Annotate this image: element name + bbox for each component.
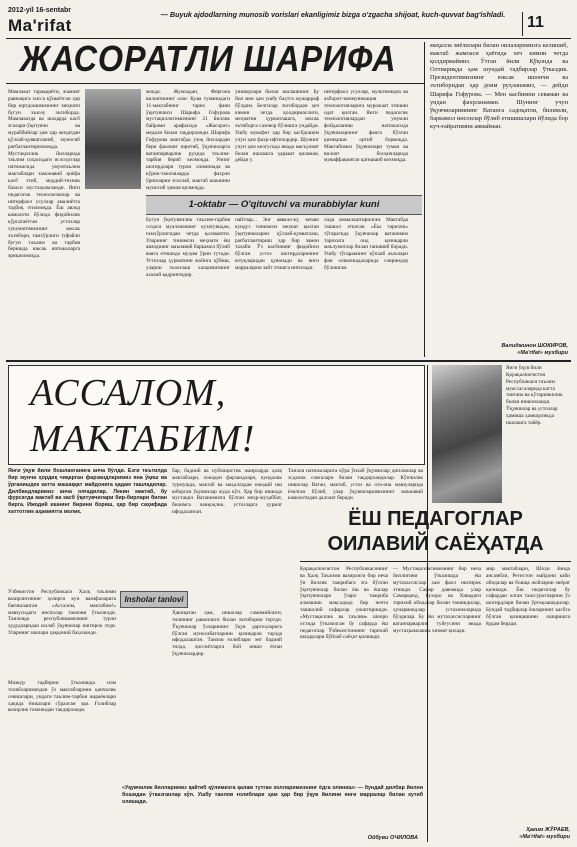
article1-column-7: пайтлар... Энг аввало-ку, кечаю кундуз тинимсиз меҳнат қилган ўқитувчиларни қўллаб-қувватлаш, рағбатлантириш ҳар бир замон талаби. Ўз касбининг фидойиси бўлган устоз шогирдларининг ютуқларидан қувонади ва янги марраларни забт этишга интилади.: [235, 217, 319, 271]
article2-column-2: бар, бадиий ва публицистик жанрларда ҳалқ мактаблари, хонадон фарзандлари, кундалик турмушда, мактаб ва маҳалладан ижодий иш юборган ўқувчилар жуда кўп. Ҳар бир иншода мустақил Ватанимизга бўлган меҳр-муҳаббат, билимга чанқоқлик, устозларга ҳурмат ифодаланган.: [172, 468, 282, 516]
article1-column-4: интерфаол усуллар, мультимедиа ва ахборот-коммуникация технологияларига мурожаат этишни одат қилган. Янги педагогик технологиялардан унумли фойдаланиш натижасида ўқувчиларнинг фанга бўлган қизиқиши ортиб бормоқда. Мактабимиз ўқувчилари туман ва вилоят босқичларида муваффақиятли қатнашиб келмоқда.: [324, 89, 408, 164]
article3-column-2: — Мустақиллигимизнинг бир неча йиллигини ўтказишда ёш мутахассислар хам фаол иштирок этишди. Сафар давомида улар Самарқанд, Бухоро ва Хивадаги тарихий обидалар билан танишдилар, ҳунармандлар устахоналарида бўлдилар. Бу ёш мутахассисларнинг ватанпарварлик туйғусини янада мустаҳкамлашга хизмат қилади.: [393, 566, 481, 634]
article3-headline-text: ЁШ ПЕДАГОГЛАР ОИЛАВИЙ САЁҲАТДА: [327, 508, 544, 555]
header-divider: [522, 12, 523, 36]
article1-column-6: Бугун ўқитувчилик таълим-тарбия соҳаси муаллимнинг кузатувидан, ғамхўрлигидан четда қолмаяпти. Уларнинг тинимсиз меҳнати ёш авлоднинг маънавий баркамол бўлиб вояга етишида муҳим ўрин тутади. Устозлар ҳурматини жойига қўйиш, уларни эъзозлаш халқимизнинг азалий қадриятидир.: [146, 217, 230, 278]
section-divider-1: [6, 360, 571, 362]
page-number: 11: [527, 14, 544, 31]
article2-signature: Ойбуви ОЧИЛОВА: [367, 835, 418, 841]
article1-signature: Валиджинон ШОКИРОВ, «Ма'rifat» мухбири: [501, 343, 568, 356]
article1-column-2: мокда. Жумладан, Фергона вилоятининг олис Қува туманидаги 11-мактабнинг тарих фани ўқитувчиси Шарифа Гофурова мустақиллигимизнинг 21 йиллик байрами арафасида «Жасорат» медали билан тақдирланди. Шарифа Гофурова мактабда узоқ йиллардан бери фаолият юритиб, ўқувчиларга ватанпарварлик руҳида таълим-тарбия бериб келмоқда. Унинг шогирдлари турли олимпиада ва кўрик-танловларда фахрли ўринларни эгаллаб, мактаб шаънини муносиб ҳимоя қилмоқда.: [146, 89, 230, 191]
photo-caption: Янги ўқув йили Қорақалпоғистон Республикаси таълим муассасаларида катта тантана ва кўтаринкилик билан нишонланди. Ўқувчилар ва устозлар ҳамиша ҳамкорликда ишлашга тайёр.: [506, 365, 563, 426]
article1-column-1: Мамлакат тараққиёти, жамият равнақига хисса қўшаётган ҳар бир юртдошимизнинг меҳнати бугун эъзозу эътиборда. Мамлакатда ва шаҳарда касб эгалари-ўқитувчи ва мураббийлар ҳам ҳар жиҳатдан қўллаб-қувватланиб, муносиб рағбатлантирилмоқда. Мустақиллик йилларида таълим соҳасидаги ислоҳотлар натижасида умумтаълим мактаблари замонавий қиёфа касб этиб, моддий-техник базаси мустаҳкамланди. Янги педагогик технологиялар ва интерфаол усуллар амалиётга тадбиқ этилмоқда. Ёш авлод камолоти йўлида фидойилик кўрсатаётган устозлар хукуматимизнинг юксак эътибори, ғамхўрлиги туфайли бугун таълим ва тарбия беришда юксак натижаларга эришилмоқда.: [8, 89, 80, 260]
article2-headline: АССАЛОМ, МАКТАБИМ!: [30, 372, 256, 460]
article2-lead: Янги ўқув йили бошланганига анча бўлди. Ёзги таътилда бир мунча ҳордиқ чиқарган фарзандларимиз яна ўқиш ва ўрганишдек катта машаққат майдонига қадам ташладилар. Дилбандларимиз анча олғадилар. Лекин мактаб, бу фурсатда мактаб ва касб ўқитувчилари бир-бирлари билан бирга. Ижодий ишнинг бирини бориш, ҳар бир саҳифада хаттотлик аҳамиятга молик.: [8, 468, 167, 516]
article2-column-5: Танлов натижаларига кўра ўнлаб ўқувчилар дипломлар ва эсдалик совғалари билан тақдирландилар. Кўпчилик иншолар Ватан, мактаб, устоз ва ота-она мавзуларида ёзилган бўлиб, улар ўқувчиларимизнинг маънавий камолотидан далолат беради.: [288, 468, 423, 502]
contest-rubric: [120, 591, 188, 608]
article1-column-8: сида оммалаштирилган. Мактабда ташкил этилган «Ёш тарихчи» тўгарагида ўқувчилар ватанимиз тарихига оид қизиқарли маълумотлар билан танишиб боради. Ушбу тўгаракнинг кўплаб аъзолари фан олимпиадаларида совриндор бўлишган.: [324, 217, 408, 271]
article2-column-4: Ҳакиқатан ҳам, иншолар самимийлиги, тилининг равонлиги билан эътиборни тортди. Ўқувчилар ўзларининг ўқув даргоҳларига бўлган муносабатларини қизиқарли тарзда ифодалашган. Танлов ғолиблари энг бадиий тилда, ҳиссиётларга бой иншо ёзган ўқувчилардир.: [172, 610, 282, 658]
holiday-banner: [146, 195, 422, 215]
article3-column-1: Қорақалпоғистон Республикасининг ва Ҳалқ Таълими вазирлиги бир неча ўн йиллик тажрибага эга бўлган ўқитувчилар билан ёш ва ёшлар ўқитувчилари ўзаро тажриба алмашиш мақсадида бир нечта ташкилий сафарлар уюштиришди. «Мустақиллик ва таълим» шиори остида ўтказилган бу сафарда ёш педагоглар Ўзбекистоннинг тарихий шаҳарлари бўйлаб саёҳат қилишди.: [300, 566, 388, 641]
contest-rubric-text: Insholar tanlovi: [124, 595, 184, 604]
article3-column-3: мир мактаблари, Шоҳи Зинда ансамбли, Регистон майдони каби обидалар ва бошқа жойларни зиёрат қилишди. Ёш педагоглар бу сафардан олган таассуротларини ўз шогирдлари билан ўртоқлашадилар. Бундай тадбирлар ёшларнинг касбга бўлган қизиқишини оширишга ёрдам беради.: [486, 566, 570, 627]
article1-headline: ЖАСОРАТЛИ ШАРИФА: [20, 38, 397, 79]
header-motto: — Buyuk ajdodlarning munosib vorislari ekanligimiz bizga o'zgacha shijoat, kuch-quvvat bag'ishladi.: [160, 10, 506, 19]
article2-column-3: Мазкур тадбирни ўтказишда илм толибларимиздан ўз мактабларини қанчалик севишлари, ундаги таълим-тарбия жараёнлари ҳақида ёзишлари сўралган эди. Ғолиблар вазирлик томонидан такдирланди.: [8, 680, 116, 714]
article1-rule: [6, 83, 424, 84]
article3-signature: Ҳаким ЖЎРАЕВ, «Ма'rifat» мухбири: [519, 827, 570, 840]
article3-headline: [300, 505, 571, 558]
article1-column-5: маҳалла зиёлилари билан оилаларимизга келишиб, мактаб жамоаси ҳаётида хеч кимни четда қолдирмаймиз. Ўтган йили Қўқонда ва Олтиариқда ҳам шундай тадбирлар ўтказдик. Президентимизнинг юксак ишончи ва эътиборидан ҳар доим руҳланамиз, — дейди Шарифа Гофурова. — Мен касбимни севаман ва ундан фахрланаман. Шунинг учун ўқувчиларимнинг Ватанга садоқатли, билимли, баркамол инсонлар бўлиб етишишлари йўлида бор куч-ғайратимни аямайман.: [430, 42, 568, 130]
article3-rule: [300, 561, 571, 562]
article2-closing-bold: «Ўқувчилик йилларимиз қайтиб қўлимизга қалам тутган холларимизнинг ёдга олиниш» — бундай дилбар йилни бошидан ўтказганлар кўп. Ушбу танлов ғолиблари ҳам ҳар бир ўқув йилини янги марралар билан кутиб олишади.: [122, 785, 423, 805]
school-event-photo: [432, 365, 502, 503]
issue-date: 2012-yil 16-sentabr: [8, 7, 72, 14]
newspaper-brand: Ma'rifat: [8, 16, 72, 35]
article1-side-divider: [424, 42, 425, 357]
article2-column-1: Ўзбекистон Республикаси Халқ таълими вазирлигининг ҳозирги кун вазифаларига бағишланган «Ассалом, мактабим!» мавзусидаги инсполар танлови ўтказилди. Танловда республикамизнинг турли ҳудудларидан юзлаб ўқувчилар иштирок этди. Уларнинг ишлари ҳаққоний баҳоланди.: [8, 589, 116, 637]
article1-column-3: униворлари билан ишлашнинг. Бу йил мен ҳам ушбу баҳтга мушарраф бўлдим. Белгилар эътибордан ҳеч кимни четда қолдирмаслиги, меҳнатни ҳурматлашга, юксак эътиборга сазовор бўлишга ундайди. Ушбу мукофот ҳар бир касбдошим учун ҳам фахр-ифтихордир. Шунинг учун ҳам келгусида янада масъулият билан ишлашга ҳаракат қиламан, дейди у.: [235, 89, 319, 164]
teacher-photo: [85, 89, 141, 189]
holiday-banner-text: 1-oktabr — O'qituvchi va murabbiylar kuni: [188, 199, 380, 210]
